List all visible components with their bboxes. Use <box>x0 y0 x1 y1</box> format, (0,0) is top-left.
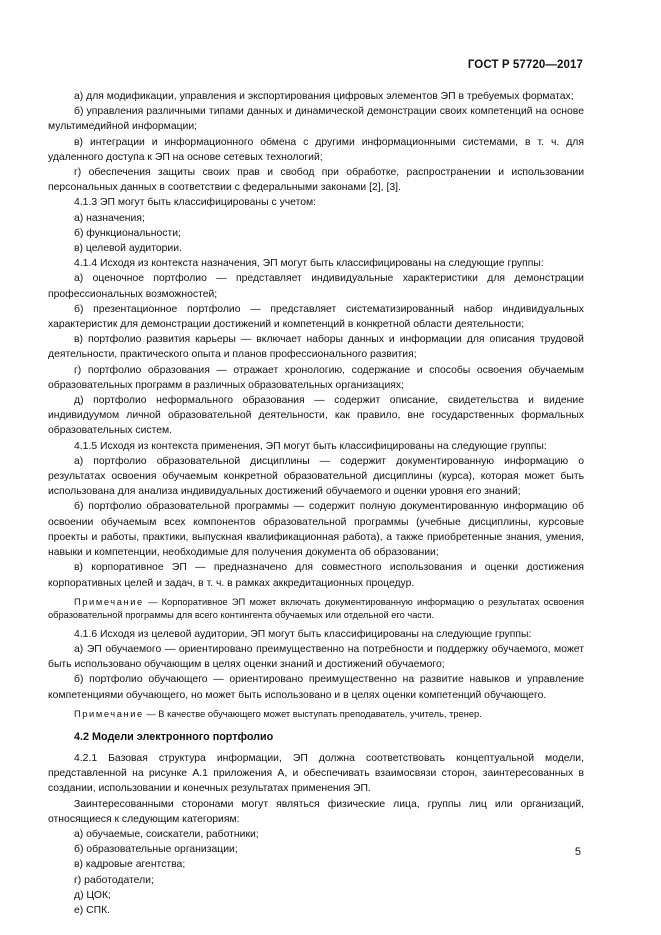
list-item: а) обучаемые, соискатели, работники; <box>74 828 259 840</box>
paragraph: в) интеграции и информационного обмена с другими информационными системами, в т. ч. для удаленного доступа к ЭП на основе сетевых технологий; <box>48 136 584 163</box>
list-item: е) СПК. <box>74 904 111 916</box>
list-item: в) корпоративное ЭП — предназначено для совместного использования и оценки достижения корпоративных целей и задач, в т. ч. в рамках аккредитационных процедур. <box>48 562 584 589</box>
list-item: г) портфолио образования — отражает хронологию, содержание и способы освоения обучаемым образовательных программ в различных образовательных организациях; <box>48 364 584 391</box>
list-item: д) портфолио неформального образования — содержит описание, свидетельства и видение индивидуумом личной образовательной деятельности, как правило, вне государственных формальных образовательных систем. <box>48 395 584 437</box>
list-item: б) портфолио обучающего — ориентировано преимущественно на развитие навыков и управление компетенциями обучающего, но может быть использовано и в целях оценки компетенций обучающего. <box>48 674 584 701</box>
note-text: — В качестве обучающего может выступать преподаватель, учитель, тренер. <box>146 708 482 719</box>
list-item: в) целевой аудитории. <box>74 243 182 255</box>
document-id-header: ГОСТ Р 57720—2017 <box>467 59 583 71</box>
note-label: Примечание <box>74 596 144 607</box>
list-item: а) ЭП обучаемого — ориентировано преимущественно на потребности и поддержку обучаемого, может быть использовано обучающим в целях оценки знаний и достижений обучаемого; <box>48 643 584 671</box>
clause-4-1-3: 4.1.3 ЭП могут быть классифицированы с учетом: <box>74 197 317 209</box>
paragraph: Заинтересованными сторонами могут являться физические лица, группы лиц или организаций, относящиеся к следующим категориям: <box>48 798 584 825</box>
list-item: б) презентационное портфолио — представляет систематизированный набор индивидуальных характеристик для демонстрации достижений и компетенций в конкретной области деятельности; <box>48 303 584 331</box>
section-title: 4.2 Модели электронного портфолио <box>74 730 274 743</box>
note-corporate <box>48 596 584 622</box>
clause-4-1-6: 4.1.6 Исходя из целевой аудитории, ЭП могут быть классифицированы на следующие группы: <box>74 628 532 640</box>
list-item: а) портфолио образовательной дисциплины — содержит документированную информацию о результатах освоения обучаемым конкретной образовательной дисциплины (курса), которая может быть использована для анализа индивидуальных достижений обучаемого и оценки уровня его знаний; <box>48 455 584 498</box>
note-label: Примечание <box>74 708 144 719</box>
list-item: в) портфолио развития карьеры — включает наборы данных и информации для описания трудовой деятельности, практического опыта и планов профессионального развития; <box>48 334 584 361</box>
note-text: — Корпоративное ЭП может включать документированную информацию о результатах освоения образовательной программы для всего контингента обучаемых или отдельной его части. <box>48 596 584 620</box>
list-item: д) ЦОК; <box>74 889 111 901</box>
clause-4-2-1: 4.2.1 Базовая структура информации, ЭП должна соответствовать концептуальной модели, представленной на рисунке А.1 приложения А, и обеспечивать взаимосвязи сторон, заинтересованных в создании, использовании и конечных результатах применения ЭП. <box>48 752 584 795</box>
note-teacher <box>48 708 584 721</box>
clause-4-1-4: 4.1.4 Исходя из контекста назначения, ЭП могут быть классифицированы на следующие группы: <box>74 258 544 270</box>
paragraph: г) обеспечения защиты своих прав и свобод при обработке, распространении и использовании персональных данных в соответствии с федеральными законами [2], [3]. <box>48 167 584 194</box>
paragraph: б) управления различными типами данных и динамической демонстрации своих компетенций на основе мультимедийной информации; <box>48 106 584 133</box>
list-item: б) образовательные организации; <box>74 844 238 856</box>
clause-4-1-5: 4.1.5 Исходя из контекста применения, ЭП могут быть классифицированы на следующие группы: <box>74 440 547 452</box>
paragraph: а) для модификации, управления и экспортирования цифровых элементов ЭП в требуемых форматах; <box>74 91 574 102</box>
document-body <box>48 89 584 918</box>
list-item: а) оценочное портфолио — представляет индивидуальные характеристики для демонстрации профессиональных возможностей; <box>48 273 584 300</box>
list-item: б) портфолио образовательной программы — содержит полную документированную информацию об освоении обучаемым всех компонентов образовательной программы (учебные дисциплины, курсовые проекты и работы, практики, выпускная квалификационная работа), а также приобретенные знания, умения, навыки и компетенции, необходимые для получения документа об образовании; <box>48 501 584 559</box>
page-number: 5 <box>574 846 581 858</box>
list-item: г) работодатели; <box>74 874 154 886</box>
list-item: в) кадровые агентства; <box>74 859 186 871</box>
list-item: б) функциональности; <box>74 227 181 239</box>
list-item: а) назначения; <box>74 212 145 224</box>
